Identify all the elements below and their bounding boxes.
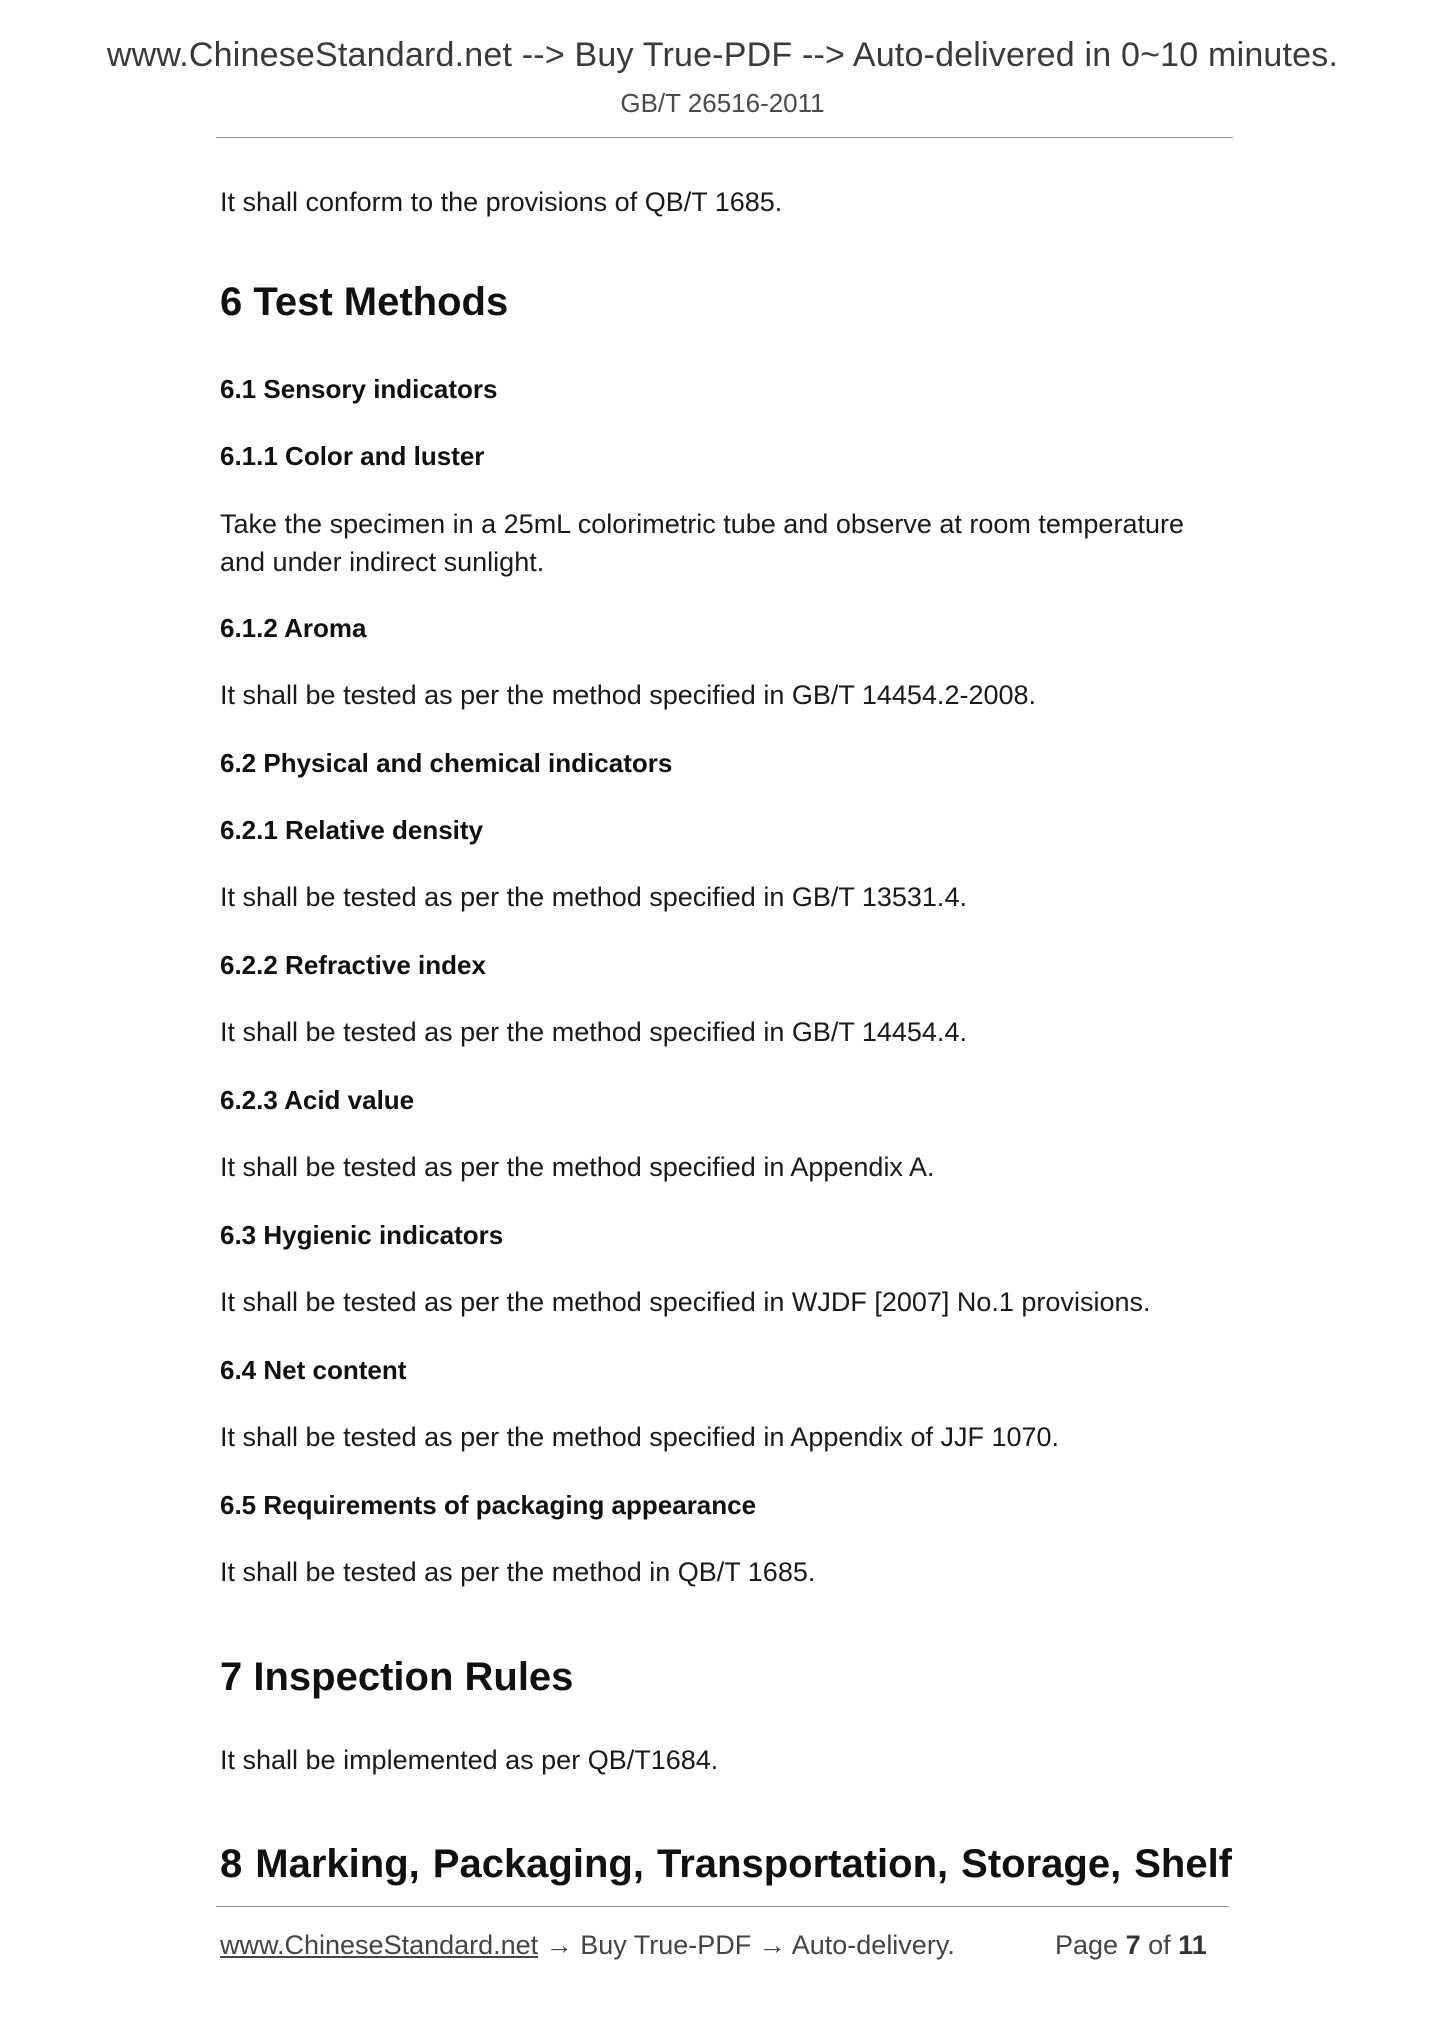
of-label: of [1148,1930,1171,1960]
header-banner: www.ChineseStandard.net --> Buy True-PDF --> Auto-delivered in 0~10 minutes. [106,36,1339,74]
section-6-2-3-heading: 6.2.3 Acid value [220,1085,415,1115]
section-6-2-1-text: It shall be tested as per the method specified in GB/T 13531.4. [220,882,967,912]
footer-site-link[interactable]: www.ChineseStandard.net [220,1930,539,1960]
footer-divider [216,1906,1229,1907]
section-6-heading: 6 Test Methods [220,280,509,324]
section-6-1-1-text: Take the specimen in a 25mL colorimetric tube and observe at room temperature and under indirect sunlight. [220,509,1184,577]
footer-delivery-text: → Buy True-PDF → Auto-delivery. [538,1930,955,1960]
section-7-text: It shall be implemented as per QB/T1684. [220,1745,719,1775]
section-8-word: Storage, [961,1842,1122,1886]
section-8-word: Packaging, [432,1842,644,1886]
header-divider [216,137,1233,138]
section-8-heading [220,1842,1232,1887]
section-6-1-2-heading: 6.1.2 Aroma [220,613,367,643]
section-7-heading: 7 Inspection Rules [220,1655,574,1699]
footer-left [220,1930,955,1961]
standard-code: GB/T 26516-2011 [620,88,825,118]
intro-paragraph: It shall conform to the provisions of QB/T 1685. [220,187,783,217]
page-label: Page [1055,1930,1119,1960]
page-total: 11 [1178,1930,1207,1960]
section-6-4-text: It shall be tested as per the method specified in Appendix of JJF 1070. [220,1422,1060,1452]
section-8-word: Transportation, [656,1842,949,1886]
section-6-1-heading: 6.1 Sensory indicators [220,374,498,404]
section-6-2-heading: 6.2 Physical and chemical indicators [220,748,673,778]
section-8-word: 8 [220,1842,243,1886]
section-6-1-1-heading: 6.1.1 Color and luster [220,441,485,471]
section-6-5-heading: 6.5 Requirements of packaging appearance [220,1490,757,1520]
section-6-3-heading: 6.3 Hygienic indicators [220,1220,504,1250]
section-8-word: Marking, [255,1842,420,1886]
section-6-4-heading: 6.4 Net content [220,1355,407,1385]
section-8-word: Shelf [1134,1842,1232,1886]
section-6-3-text: It shall be tested as per the method specified in WJDF [2007] No.1 provisions. [220,1287,1151,1317]
section-6-5-text: It shall be tested as per the method in QB/T 1685. [220,1557,816,1587]
section-6-1-2-text: It shall be tested as per the method specified in GB/T 14454.2-2008. [220,680,1037,710]
section-6-2-3-text: It shall be tested as per the method specified in Appendix A. [220,1152,935,1182]
section-6-2-2-heading: 6.2.2 Refractive index [220,950,486,980]
section-6-2-1-heading: 6.2.1 Relative density [220,815,484,845]
section-6-2-2-text: It shall be tested as per the method specified in GB/T 14454.4. [220,1017,967,1047]
page-number: 7 [1125,1930,1141,1960]
page-indicator [1055,1930,1207,1961]
